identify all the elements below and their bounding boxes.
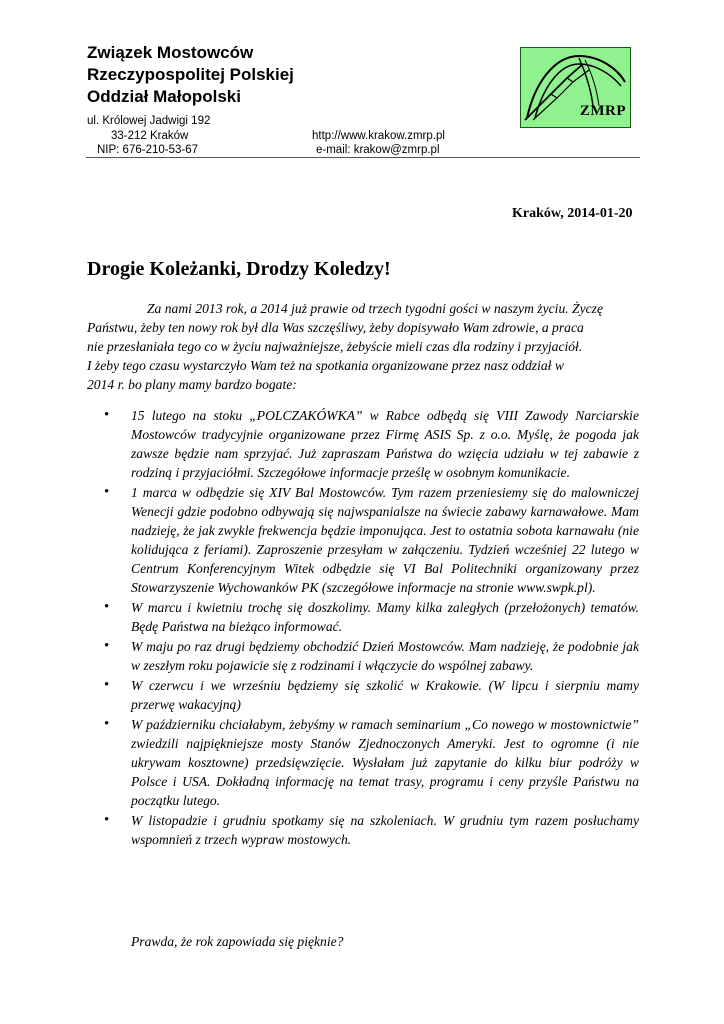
zmrp-logo <box>520 47 631 128</box>
intro-paragraph <box>87 299 639 394</box>
logo-text: ZMRP <box>579 103 626 119</box>
list-item <box>87 676 639 714</box>
city-address: 33-212 Kraków <box>111 130 189 142</box>
intro-line: Państwu, żeby ten nowy rok był dla Was szczęśliwy, żeby dopisywało Wam zdrowie, a praca <box>87 320 584 335</box>
nip-number: NIP: 676-210-53-67 <box>97 144 199 156</box>
bullet-icon: • <box>104 407 110 423</box>
closing-line: Prawda, że rok zapowiada się pięknie? <box>131 934 344 949</box>
list-item-text: W maju po raz drugi będziemy obchodzić Dzień Mostowców. Mam nadzieję, że podobnie jak w zeszłym roku pojawicie się z rodzinami i włączycie do wspólnej zabawy. <box>131 639 639 673</box>
website-link[interactable]: http://www.krakow.zmrp.pl <box>312 130 445 142</box>
org-line-1: Związek Mostowców <box>87 43 254 62</box>
list-item <box>87 811 639 849</box>
list-item-text: W październiku chciałabym, żebyśmy w ramach seminarium „Co nowego w mostownictwie” zwiedzili najpiękniejsze mosty Stanów Zjednoczonych Ameryki. Jest to ogromne (i nie ukrywam kosztowne) przedsięwzięcie. Wysłałam już zapytanie do kilku biur podróży w Polsce i USA. Dokładną informację na temat trasy, programu i ceny przyśle Państwu na początku lutego. <box>131 717 639 808</box>
list-item-text: W marcu i kwietniu trochę się doszkolimy. Mamy kilka zaległych (przełożonych) tematów. Będę Państwa na bieżąco informować. <box>131 600 639 634</box>
intro-line: Za nami 2013 rok, a 2014 już prawie od trzech tygodni gości w naszym życiu. Życzę <box>147 301 603 316</box>
list-item-text: 15 lutego na stoku „POLCZAKÓWKA” w Rabce odbędą się VIII Zawody Narciarskie Mostowców tradycyjnie organizowane przez Firmę ASIS Sp. z o.o. Myślę, że pogoda jak zawsze będzie nam sprzyjać. Już zapraszam Państwa do wzięcia udziału w tej zabawie z rodziną i przyjaciółmi. Szczegółowe informacje prześlę w osobnym komunikacie. <box>131 408 639 480</box>
greeting: Drogie Koleżanki, Drodzy Koledzy! <box>87 258 391 280</box>
bullet-icon: • <box>104 484 110 500</box>
organization-name <box>87 42 294 108</box>
bullet-icon: • <box>104 599 110 615</box>
street-address: ul. Królowej Jadwigi 192 <box>87 115 211 127</box>
intro-line: nie przesłaniała tego co w życiu najważniejsze, żebyście mieli czas dla rodziny i przyjaciół. <box>87 339 583 354</box>
email-link[interactable]: e-mail: krakow@zmrp.pl <box>316 144 440 156</box>
plans-list <box>87 406 639 850</box>
list-item <box>87 715 639 810</box>
list-item-text: W listopadzie i grudniu spotkamy się na szkoleniach. W grudniu tym razem posłuchamy wspomnień z trzech wypraw mostowych. <box>131 813 639 847</box>
intro-line: I żeby tego czasu wystarczyło Wam też na spotkania organizowane przez nasz oddział w <box>87 358 564 373</box>
org-line-2: Rzeczypospolitej Polskiej <box>87 65 294 84</box>
list-item <box>87 406 639 482</box>
bullet-icon: • <box>104 812 110 828</box>
intro-line: 2014 r. bo plany mamy bardzo bogate: <box>87 377 297 392</box>
list-item-text: W czerwcu i we wrześniu będziemy się szkolić w Krakowie. (W lipcu i sierpniu mamy przerwę wakacyjną) <box>131 678 639 712</box>
org-line-3: Oddział Małopolski <box>87 87 241 106</box>
bullet-icon: • <box>104 638 110 654</box>
bullet-icon: • <box>104 716 110 732</box>
letter-date: Kraków, 2014-01-20 <box>512 206 633 221</box>
list-item-text: 1 marca w odbędzie się XIV Bal Mostowców. Tym razem przeniesiemy się do malowniczej Wenecji gdzie podobno odbywają się najwspanialsze na świecie zabawy karnawałowe. Mam nadzieję, że jak zwykle frekwencja będzie imponująca. Jest to ostatnia sobota karnawału (nie kolidująca z feriami). Zaproszenie przesyłam w załączeniu. Tydzień wcześniej 22 lutego w Centrum Konferencyjnym Witek odbędzie się VI Bal Politechniki organizowany przez Stowarzyszenie Wychowanków PK (szczegółowe informacje na stronie www.swpk.pl). <box>131 485 639 595</box>
list-item <box>87 483 639 597</box>
header-divider <box>86 157 640 158</box>
list-item <box>87 598 639 636</box>
bullet-icon: • <box>104 677 110 693</box>
list-item <box>87 637 639 675</box>
